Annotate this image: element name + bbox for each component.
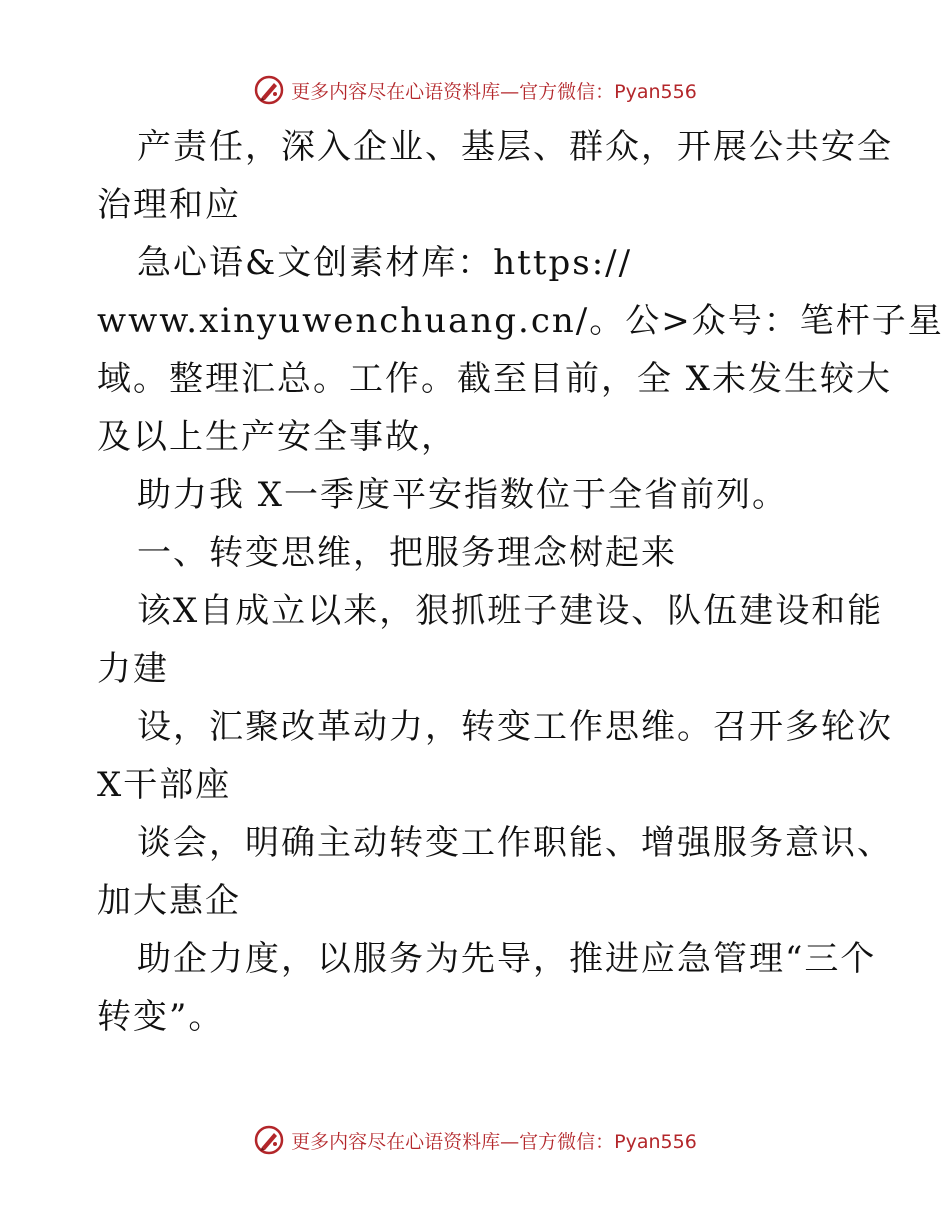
- footer-watermark-text: 更多内容尽在心语资料库—官方微信：Pyan556: [291, 1130, 697, 1153]
- body-line: 转变”。: [97, 997, 225, 1037]
- header-watermark-handle: Pyan556: [614, 80, 697, 103]
- body-line: 及以上生产安全事故，: [97, 417, 457, 457]
- pen-circle-logo-icon: [253, 1124, 285, 1156]
- footer-watermark-handle: Pyan556: [614, 1130, 697, 1153]
- footer-watermark: [0, 1120, 950, 1160]
- body-line: 产责任，深入企业、基层、群众，开展公共安全: [137, 127, 893, 167]
- body-line: 加大惠企: [97, 881, 241, 921]
- header-watermark-text: 更多内容尽在心语资料库—官方微信：Pyan556: [291, 80, 697, 103]
- body-line: 该X自成立以来，狠抓班子建设、队伍建设和能: [137, 591, 884, 631]
- pen-circle-logo-icon: [253, 74, 285, 106]
- body-line: 急心语&文创素材库：https://: [137, 243, 633, 283]
- body-line: 力建: [97, 649, 169, 689]
- body-line: 设，汇聚改革动力，转变工作思维。召开多轮次: [137, 707, 893, 747]
- section-heading: 一、转变思维，把服务理念树起来: [137, 533, 677, 573]
- body-line: 助力我 X一季度平安指数位于全省前列。: [137, 475, 789, 515]
- body-line: X干部座: [97, 765, 232, 805]
- body-line: www.xinyuwenchuang.cn/。公>众号：笔杆子星: [97, 301, 944, 341]
- body-line: 治理和应: [97, 185, 241, 225]
- body-line: 助企力度，以服务为先导，推进应急管理“三个: [137, 939, 877, 979]
- body-line: 谈会，明确主动转变工作职能、增强服务意识、: [137, 823, 893, 863]
- header-watermark: [0, 70, 950, 110]
- document-body: [97, 118, 944, 1046]
- body-line: 域。整理汇总。工作。截至目前，全 X未发生较大: [97, 359, 893, 399]
